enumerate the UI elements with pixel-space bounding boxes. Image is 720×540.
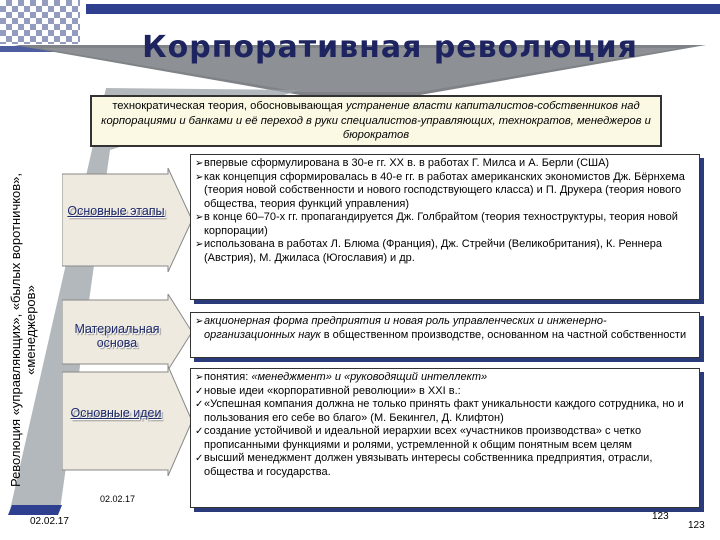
arrow-bullet-icon: ➢ — [195, 239, 204, 250]
section-content-stages — [190, 154, 700, 300]
list-item-text: понятия: — [204, 371, 252, 383]
list-item — [195, 425, 693, 452]
list-item — [195, 238, 693, 265]
footer-date-outer: 02.02.17 — [30, 516, 69, 527]
section-arrow-ideas — [62, 366, 192, 476]
page-title: Корпоративная революция — [142, 30, 638, 65]
list-item-text: «Успешная компания должна не только принять факт уникальности каждого сотрудника, но и пользования его себе во благо» (М. Бекингел, Д. Клифтон) — [204, 398, 684, 424]
section-label-stages: Основные этапы — [67, 204, 165, 218]
section-arrow-stages — [62, 168, 192, 272]
list-item-text: создание устойчивой и идеальной иерархии всех «участников производства» с четко прописанными функциями и ролями, устремленной к общим понятным всем целям — [204, 425, 642, 451]
footer-page-outer: 123 — [688, 520, 705, 531]
arrow-bullet-icon: ➢ — [195, 171, 204, 183]
arrow-bullet-icon: ➢ — [195, 372, 204, 383]
list-item-text: в конце 60–70-х гг. пропагандируется Дж. Голбрайтом (теория техноструктуры, теория новой корпорации) — [204, 211, 678, 237]
check-bullet-icon: ✓ — [195, 453, 204, 464]
list-item — [195, 315, 693, 342]
list-item-italic: акционерная форма предприятия и новая роль управленческих и инженерно-организационных наук — [204, 315, 607, 341]
list-item — [195, 211, 693, 238]
list-item — [195, 452, 693, 479]
footer-date-inner: 02.02.17 — [100, 494, 136, 504]
check-bullet-icon: ✓ — [195, 399, 204, 410]
section-content-ideas — [190, 368, 700, 508]
side-caption-wrapper — [8, 150, 56, 510]
side-caption: Революция «управляющих», «былых воротничков», «менеджеров» — [8, 172, 38, 488]
list-item-text: новые идеи «корпоративной революции» в XXI в.: — [204, 384, 461, 397]
list-item-text: высший менеджмент должен увязывать интересы собственника предприятия, отрасли, общества и государства. — [204, 452, 653, 478]
list-item — [195, 398, 693, 425]
list-item-text: как концепция сформировалась в 40-е гг. в работах американских экономистов Дж. Бёрнхема (теория новой собственности и нового господствующего класса) и П. Друкера (теория нового общества, теория функций управления) — [204, 170, 685, 210]
list-item-text: впервые сформулирована в 30-е гг. XX в. в работах Г. Милса и А. Берли (США) — [204, 157, 610, 169]
list-item — [195, 371, 693, 385]
list-item-italic: «менеджмент» и «руководящий интеллект» — [251, 371, 488, 383]
list-item — [195, 385, 693, 399]
definition-italic: устранение власти капиталистов-собственников над корпорациями и банками и её переход в руки специалистов-управляющих, технократов, менеджеров и бюрократов — [101, 100, 651, 141]
arrow-bullet-icon: ➢ — [195, 316, 204, 327]
list-item-text: в общественном производстве, основанном на частной собственности — [320, 328, 687, 341]
list-item — [195, 171, 693, 212]
arrow-bullet-icon: ➢ — [195, 158, 204, 169]
section-label-ideas: Основные идеи — [70, 406, 162, 420]
check-bullet-icon: ✓ — [195, 426, 204, 437]
list-item — [195, 157, 693, 171]
check-bullet-icon: ✓ — [195, 385, 204, 397]
list-item-text: использована в работах Л. Блюма (Франция), Дж. Стрейчи (Великобритания), К. Реннера (Австрия), М. Джиласа (Югославия) и др. — [204, 238, 662, 264]
footer-page-inner: 123 — [652, 511, 669, 522]
section-content-basis — [190, 312, 700, 358]
definition-prefix: технократическая теория, обосновывающая — [112, 100, 346, 112]
section-label-basis: Материальная основа — [74, 322, 160, 350]
arrow-bullet-icon: ➢ — [195, 212, 204, 223]
definition-box — [90, 95, 662, 147]
